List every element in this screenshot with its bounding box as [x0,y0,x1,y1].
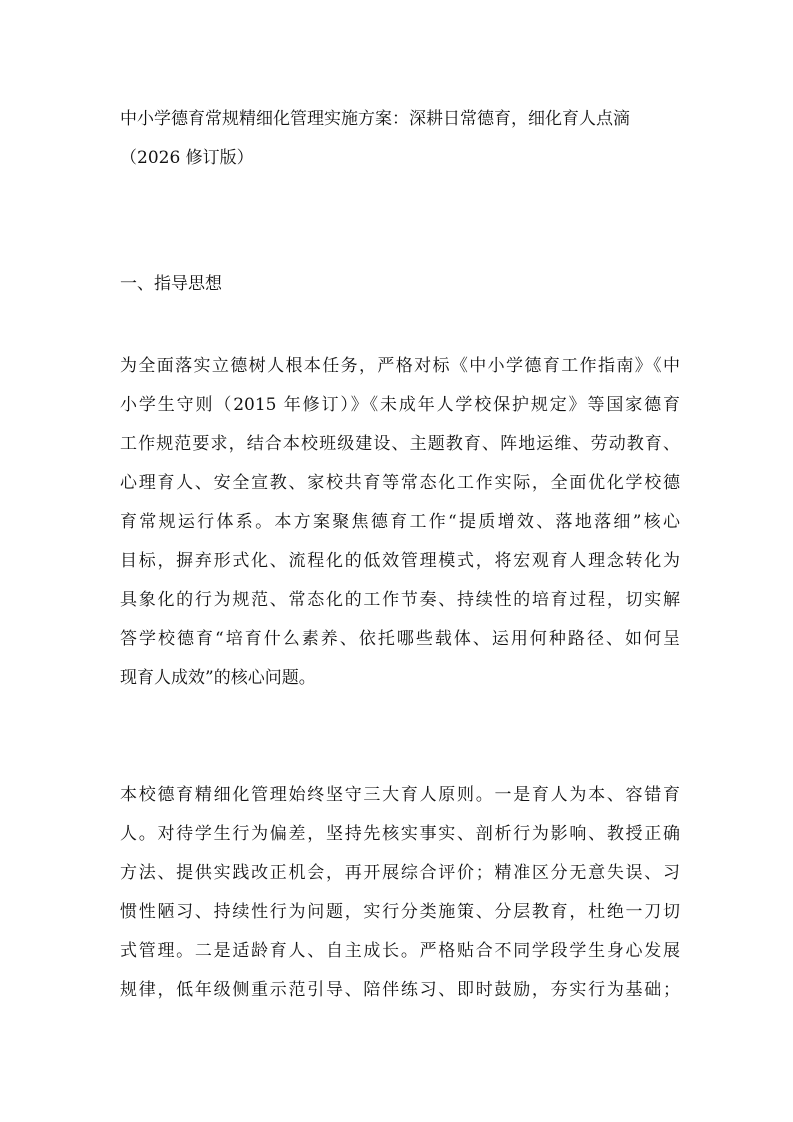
paragraph-guiding-thought [120,347,680,698]
paragraph-line: 现育人成效”的核心问题。 [120,668,316,688]
section-heading: 一、指导思想 [120,274,222,294]
document-title [120,100,680,178]
title-line: （2026 修订版） [120,148,254,168]
paragraph-line: 答学校德育“培育什么素养、依托哪些载体、运用何种路径、如何呈 [120,629,680,649]
paragraph-line: 育常规运行体系。本方案聚焦德育工作“提质增效、落地落细”核心 [120,512,680,532]
paragraph-line: 方法、提供实践改正机会，再开展综合评价；精准区分无意失误、习 [120,863,680,883]
paragraph-line: 为全面落实立德树人根本任务，严格对标《中小学德育工作指南》《中 [120,356,680,376]
paragraph-line: 惯性陋习、持续性行为问题，实行分类施策、分层教育，杜绝一刀切 [120,902,680,922]
paragraph-line: 规律，低年级侧重示范引导、陪伴练习、即时鼓励，夯实行为基础； [120,980,680,1000]
title-line: 中小学德育常规精细化管理实施方案：深耕日常德育，细化育人点滴 [120,109,630,129]
paragraph-line: 式管理。二是适龄育人、自主成长。严格贴合不同学段学生身心发展 [120,941,680,961]
paragraph-line: 具象化的行为规范、常态化的工作节奏、持续性的培育过程，切实解 [120,590,680,610]
paragraph-line: 工作规范要求，结合本校班级建设、主题教育、阵地运维、劳动教育、 [120,434,680,454]
paragraph-line: 心理育人、安全宣教、家校共育等常态化工作实际，全面优化学校德 [120,473,680,493]
paragraph-line: 目标，摒弃形式化、流程化的低效管理模式，将宏观育人理念转化为 [120,551,680,571]
paragraph-principles [120,776,680,1010]
paragraph-line: 小学生守则（2015 年修订）》《未成年人学校保护规定》等国家德育 [120,395,680,415]
paragraph-line: 人。对待学生行为偏差，坚持先核实事实、剖析行为影响、教授正确 [120,824,680,844]
paragraph-line: 本校德育精细化管理始终坚守三大育人原则。一是育人为本、容错育 [120,785,680,805]
